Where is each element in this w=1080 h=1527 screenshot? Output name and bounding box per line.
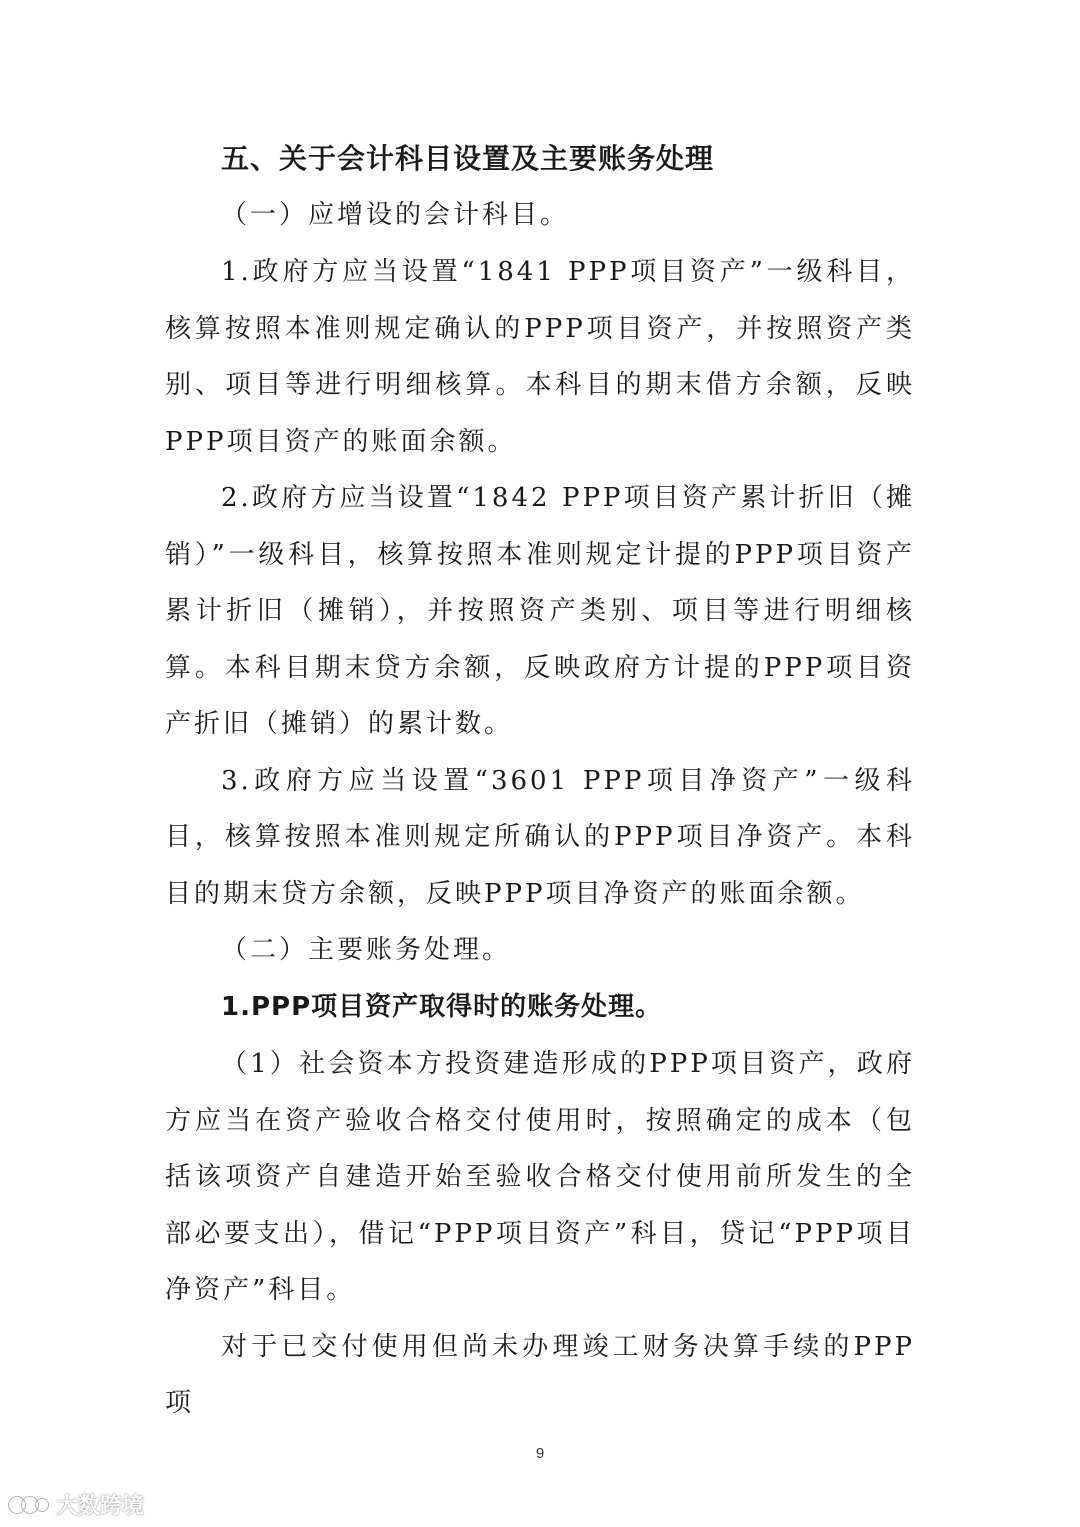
brand-logo-icon (8, 1493, 50, 1517)
paragraph-item-3: 3.政府方应当设置“3601 PPP项目净资产”一级科目，核算按照本准则规定所确认的PPP项目净资产。本科目的期末贷方余额，反映PPP项目净资产的账面余额。 (165, 765, 915, 909)
paragraph-item-2: 2.政府方应当设置“1842 PPP项目资产累计折旧（摊销）”一级科目，核算按照本准则规定计提的PPP项目资产累计折旧（摊销），并按照资产类别、项目等进行明细核算。本科目期末贷方余额，反映政府方计提的PPP项目资产折旧（摊销）的累计数。 (165, 483, 915, 739)
watermark (8, 1489, 144, 1520)
page-content (165, 130, 915, 1432)
subsection-title-2: （二）主要账务处理。 (221, 935, 512, 965)
watermark-text: 大数跨境 (56, 1494, 145, 1519)
bold-item-1: 1.PPP项目资产取得时的账务处理。 (221, 992, 663, 1022)
paragraph-2: 对于已交付使用但尚未办理竣工财务决算手续的PPP项 (165, 1331, 915, 1418)
section-title: 五、关于会计科目设置及主要账务处理 (221, 142, 715, 175)
paragraph-1: （1）社会资本方投资建造形成的PPP项目资产，政府方应当在资产验收合格交付使用时，按照确定的成本（包括该项资产自建造开始至验收合格交付使用前所发生的全部必要支出），借记“PPP项目资产”科目，贷记“PPP项目净资产”科目。 (165, 1049, 915, 1305)
subsection-title-1: （一）应增设的会计科目。 (221, 200, 570, 230)
page-number: 9 (535, 1445, 545, 1462)
paragraph-item-1: 1.政府方应当设置“1841 PPP项目资产”一级科目，核算按照本准则规定确认的PPP项目资产，并按照资产类别、项目等进行明细核算。本科目的期末借方余额，反映PPP项目资产的账面余额。 (165, 257, 915, 457)
